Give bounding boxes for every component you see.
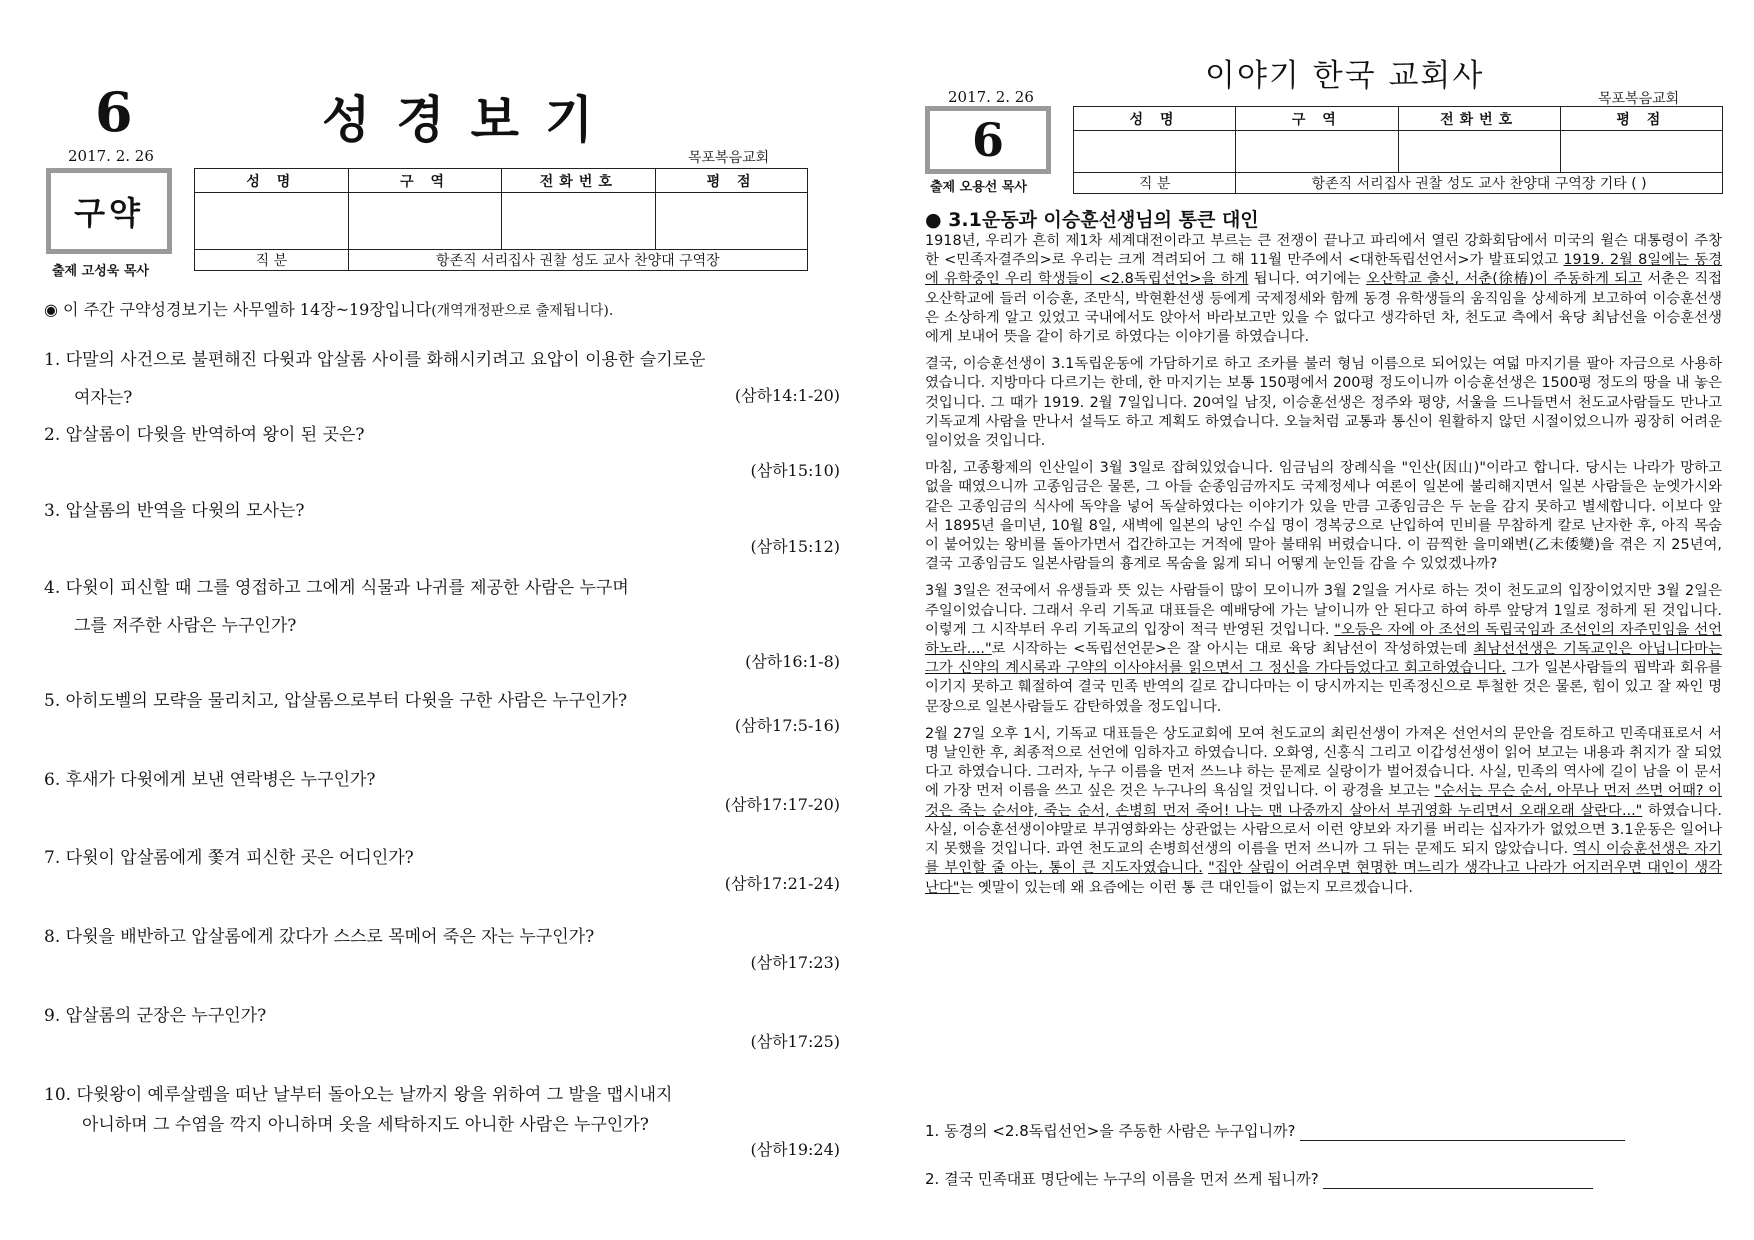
intro-line xyxy=(44,297,613,320)
header-score: 평 점 xyxy=(656,169,808,193)
article-text: 로 시작하는 <독립선언문>은 잘 아시는 대로 육당 최남선이 작성하였는데 xyxy=(991,641,1474,658)
history-question-2: 2. 결국 민족대표 명단에는 누구의 이름을 먼저 쓰게 됩니까? xyxy=(925,1168,1593,1189)
history-role-options: 항존직 서리집사 권찰 성도 교사 찬양대 구역장 기타 ( ) xyxy=(1236,173,1723,194)
testament-badge xyxy=(46,168,172,254)
history-header-score: 평 점 xyxy=(1560,107,1722,131)
article-paragraph xyxy=(925,459,1722,574)
history-header-district: 구 역 xyxy=(1236,107,1398,131)
article-text: 됩니다. 여기에는 xyxy=(1248,271,1366,288)
article-text: 하였습니다. 사실, 이승훈선생이야말로 부귀영화와는 상관없는 사람으로서 이런 양보와 자기를 버리는 십자가가 없었으면 3.1운동은 일어나지 못했을 것입니다. 과연 천도교의 손병희선생의 이름을 먼저 쓰니까 그 뒤는 문제도 되지 않았습니다. xyxy=(925,802,1722,858)
question-10-line2: 아니하며 그 수염을 깍지 아니하며 옷을 세탁하지도 아니한 사람은 누구인가? xyxy=(82,1115,649,1135)
question-7-ref: (삼하17:21-24) xyxy=(724,874,840,893)
article-text: 1918년, 우리가 흔히 제1차 세계대전이라고 부르는 큰 전쟁이 끝나고 파리에서 열린 강화회담에서 미국의 윌슨 대통령이 주창한 <민족자결주의>로 우리는 크게 격려되어 그 해 11월 만주에서 <대한독립선언서>가 발표되었고 xyxy=(925,233,1722,269)
question-10: 10. 다윗왕이 예루살렘을 떠난 날부터 돌아오는 날까지 왕을 위하여 그 발을 맵시내지 xyxy=(44,1085,673,1105)
phone-field[interactable] xyxy=(502,193,656,250)
article-text: 2월 27일 오후 1시, 기독교 대표들은 상도교회에 모여 천도교의 최린선생이 가져온 선언서의 문안을 검토하고 민족대표로서 서명 날인한 후, 최종적으로 선언에 임하자고 하였습니다. 오화영, 신홍식 그리고 이갑성선생이 읽어 보고는 내용과 취지가 잘 되었다고 하였습니다. 그러자, 누구 이름을 먼저 쓰느냐 하는 문제로 실랑이가 벌어졌습니다. 사실, 민족의 역사에 길이 남을 이 문서에 가장 먼저 이름을 쓰고 싶은 것은 누구나의 욕심일 것입니다. 이 광경을 보고는 xyxy=(925,725,1722,800)
article-paragraph xyxy=(925,355,1722,451)
intro-text: ◉ 이 주간 구약성경보기는 사무엘하 14장~19장입니다 xyxy=(44,300,432,319)
role-label: 직 분 xyxy=(195,250,349,271)
name-field[interactable] xyxy=(195,193,349,250)
history-name-field[interactable] xyxy=(1074,131,1236,173)
question-9: 9. 압살롬의 군장은 누구인가? xyxy=(44,1006,267,1026)
role-options: 항존직 서리집사 권찰 성도 교사 찬양대 구역장 xyxy=(348,250,807,271)
testament-badge-label: 구약 xyxy=(74,194,144,232)
article-text: 3월 3일은 전국에서 유생들과 뜻 있는 사람들이 많이 모이니까 3월 2일을 거사로 하는 것이 천도교의 입장이었지만 3월 2일은 주일이었습니다. 그래서 우리 기독교 대표들은 예배당에 가는 날이니까 안 된다고 하여 하루 앞당겨 1일로 정하게 된 것입니다. 이렇게 그 시작부터 우리 기독교의 입장이 적극 반영된 것입니다. xyxy=(925,583,1722,638)
question-5-ref: (삼하17:5-16) xyxy=(734,716,840,735)
district-field[interactable] xyxy=(348,193,502,250)
history-score-field[interactable] xyxy=(1560,131,1722,173)
question-4-ref: (삼하16:1-8) xyxy=(745,652,840,671)
history-phone-field[interactable] xyxy=(1398,131,1560,173)
article-paragraph xyxy=(925,725,1722,898)
history-title: 이야기 한국 교회사 xyxy=(1205,58,1485,94)
question-5: 5. 아히도벨의 모략을 물리치고, 압살롬으로부터 다윗을 구한 사람은 누구인가? xyxy=(44,691,628,711)
info-table xyxy=(194,168,808,271)
intro-note: (개역개정판으로 출제됩니다). xyxy=(431,303,614,319)
history-district-field[interactable] xyxy=(1236,131,1398,173)
question-3-ref: (삼하15:12) xyxy=(750,537,840,556)
underlined-text: "오등은 자에 아 조선의 독립국임과 조선인의 자주민임을 선언하노라...." xyxy=(925,621,1722,658)
article-heading: ● 3.1운동과 이승훈선생님의 통큰 대인 xyxy=(925,209,1259,231)
article-text: 그가 일본사람들의 핍박과 회유를 이기지 못하고 훼절하여 결국 민족 반역의 길로 갑니다마는 이 당시까지는 민족정신으로 투철한 것은 물론, 힘이 있고 잘 짜인 명문장으로 일본사람들도 감탄하였을 정도입니다. xyxy=(925,660,1723,715)
header-name: 성 명 xyxy=(195,169,349,193)
question-1-line2: 여자는? xyxy=(74,388,133,408)
question-9-ref: (삼하17:25) xyxy=(750,1032,840,1051)
question-1: 1. 다말의 사건으로 불편해진 다윗과 압살롬 사이를 화해시키려고 요압이 이용한 슬기로운 xyxy=(44,350,706,370)
history-header-name: 성 명 xyxy=(1074,107,1236,131)
answer-blank-1[interactable] xyxy=(1300,1122,1625,1141)
question-3: 3. 압살롬의 반역을 다윗의 모사는? xyxy=(44,501,305,521)
underlined-text: 역시 이승훈선생은 자기를 부인할 줄 아는, 통이 큰 지도자였습니다. xyxy=(925,841,1722,877)
question-1-ref: (삼하14:1-20) xyxy=(734,386,840,405)
article-text: 서춘은 직접 오산학교에 들러 이승훈, 조만식, 박현환선생 등에게 국제정세와 함께 동경 유학생들의 움직임을 상세하게 보고하여 이승훈선생은 소상하게 알고 있었고 국내에서도 앉아서 바라보고만 있을 수 없다고 생각하던 차, 천도교 측에서 육당 최남선을 이승훈선생에게 보내어 뜻을 같이 하기로 하였다는 이야기를 하였습니다. xyxy=(925,271,1723,346)
question-6: 6. 후새가 다윗에게 보낸 연락병은 누구인가? xyxy=(44,770,376,790)
author-caption: 출제 고성욱 목사 xyxy=(52,264,149,279)
article-text: 는 옛말이 있는데 왜 요즘에는 이런 통 큰 대인들이 없는지 모르겠습니다. xyxy=(959,879,1413,896)
question-2-ref: (삼하15:10) xyxy=(750,461,840,480)
header-phone: 전화번호 xyxy=(502,169,656,193)
question-2: 2. 압살롬이 다윗을 반역하여 왕이 된 곳은? xyxy=(44,425,365,445)
history-date: 2017. 2. 26 xyxy=(948,88,1034,106)
question-6-ref: (삼하17:17-20) xyxy=(724,795,840,814)
question-8: 8. 다윗을 배반하고 압살롬에게 갔다가 스스로 목메어 죽은 자는 누구인가? xyxy=(44,927,595,947)
underlined-text: 1919. 2월 8일에는 동경에 유학중인 우리 학생들이 <2.8독립선언>을 하게 xyxy=(925,252,1723,288)
history-info-table xyxy=(1073,106,1723,194)
article-paragraph xyxy=(925,232,1722,347)
underlined-text: "순서는 무슨 순서, 아무나 먼저 쓰면 어때? 이것은 죽는 순서야, 죽는 순서, 손병희 먼저 죽어! 나는 맨 나중까지 살아서 부귀영화 누리면서 오래오래 살란다..." xyxy=(925,783,1722,819)
article-paragraph xyxy=(925,582,1722,716)
week-number: 6 xyxy=(95,80,133,144)
history-number: 6 xyxy=(971,113,1004,167)
question-10-ref: (삼하19:24) xyxy=(750,1140,840,1159)
article-text: 결국, 이승훈선생이 3.1독립운동에 가담하기로 하고 조카를 불러 형님 이름으로 되어있는 여덟 마지기를 팔아 자금으로 사용하였습니다. 지방마다 다르기는 한데, 한 마지기는 보통 150평에서 200평 정도이니까 이승훈선생은 1500평 정도의 땅을 내 놓은 것입니다. 그 때가 1919. 2월 7일입니다. 20여일 남짓, 이승훈선생은 정주와 평양, 서울을 드나들면서 천도교사람들도 만나고 기독교계 사람을 만나서 설득도 하고 계획도 하였습니다. 오늘처럼 교통과 통신이 원활하지 않던 시절이었으니까 굉장히 어려운 일이었을 것입니다. xyxy=(925,356,1722,450)
question-8-ref: (삼하17:23) xyxy=(750,953,840,972)
issue-date: 2017. 2. 26 xyxy=(68,147,154,165)
history-role-label: 직 분 xyxy=(1074,173,1236,194)
history-question-1: 1. 동경의 <2.8독립선언>을 주동한 사람은 누구입니까? xyxy=(925,1120,1625,1141)
history-header-phone: 전화번호 xyxy=(1398,107,1560,131)
article-text: 마침, 고종황제의 인산일이 3월 3일로 잡혀있었습니다. 임금님의 장례식을 "인산(因山)"이라고 합니다. 당시는 나라가 망하고 없을 때였으니까 고종임금은 물론, 그 아들 순종임금까지도 국제정세나 여론이 일본에 불리해지면서 일본 사람들은 눈엣가시와 같은 고종임금의 식사에 독약을 넣어 독살하였다는 이야기가 있을 만큼 고종임금은 두 눈을 감지 못하고 별세합니다. 이보다 앞서 1895년 을미년, 10월 8일, 새벽에 일본의 낭인 수십 명이 경복궁으로 난입하여 민비를 무참하게 칼로 난자한 후, 아직 목숨이 붙어있는 왕비를 돌아가면서 겁간하고는 거적에 말아 불태워 버렸습니다. 이 끔찍한 을미왜변(乙未倭變)을 겪은 지 25년여, 결국 고종임금도 일본사람들의 흉계로 목숨을 잃게 되니 어떻게 눈인들 감을 수 있었겠나까? xyxy=(925,460,1722,573)
header-district: 구 역 xyxy=(348,169,502,193)
article-body xyxy=(925,232,1722,906)
question-7: 7. 다윗이 압살롬에게 쫓겨 피신한 곳은 어디인가? xyxy=(44,848,414,868)
page-title: 성경보기 xyxy=(322,90,620,149)
answer-blank-2[interactable] xyxy=(1323,1170,1593,1189)
history-author: 출제 오용선 목사 xyxy=(930,180,1027,195)
underlined-text: 최남선선생은 기독교인은 아닙니다마는 그가 신약의 계시록과 구약의 이사야서를 읽으면서 그 정신을 가다듬었다고 회고하였습니다. xyxy=(925,641,1722,677)
history-number-badge xyxy=(925,106,1051,174)
church-name: 목포복음교회 xyxy=(688,150,770,166)
question-4: 4. 다윗이 피신할 때 그를 영접하고 그에게 식물과 나귀를 제공한 사람은 누구며 xyxy=(44,578,629,598)
underlined-text: 오산학교 출신, 서춘(徐椿)이 주동하게 되고 xyxy=(1366,271,1643,288)
score-field[interactable] xyxy=(656,193,808,250)
underlined-text: "집안 살림이 어려우면 현명한 며느리가 생각나고 나라가 어지러우면 대인이 생각난다" xyxy=(925,860,1722,896)
question-4-line2: 그를 저주한 사람은 누구인가? xyxy=(74,616,297,636)
history-church-name: 목포복음교회 xyxy=(1598,91,1680,107)
